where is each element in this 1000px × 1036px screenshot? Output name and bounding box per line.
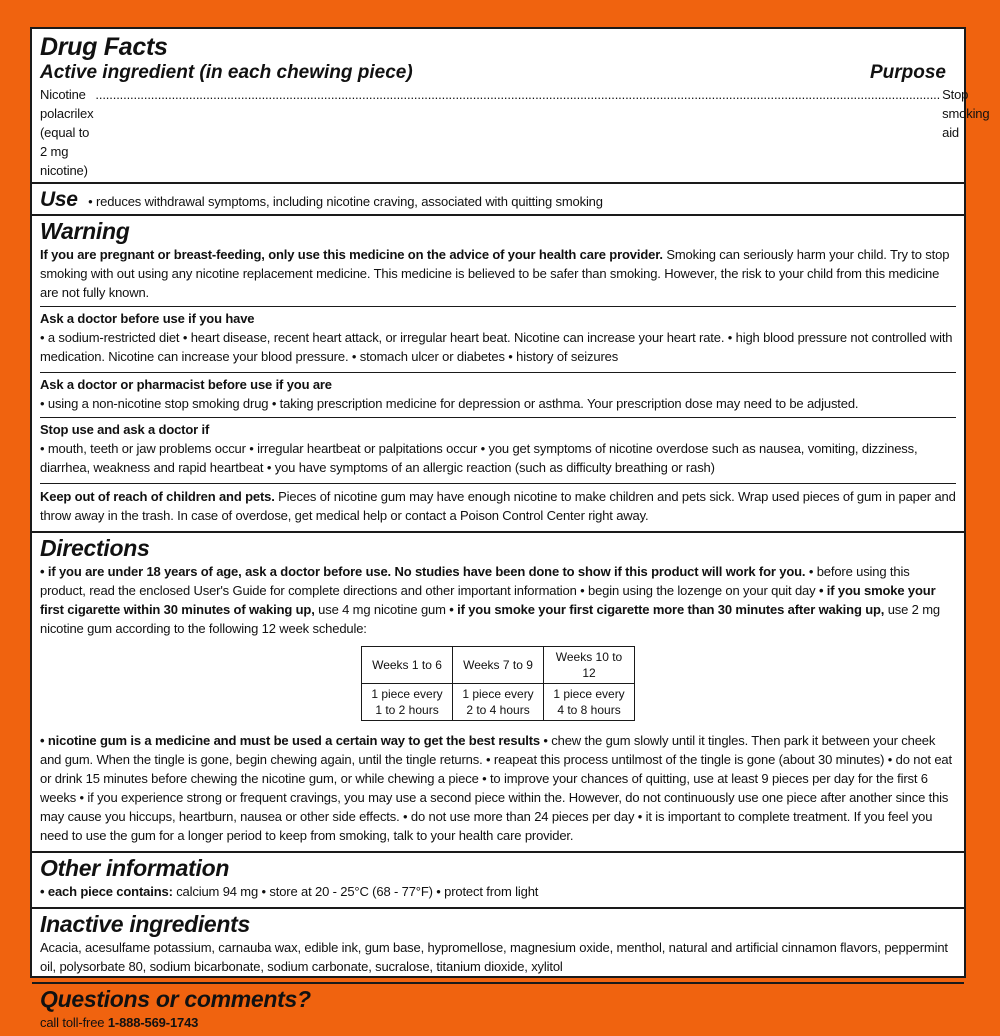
ingredient-name: Nicotine polacrilex (equal to 2 mg nicotine) (40, 87, 94, 178)
questions-heading: Questions or comments? (40, 986, 311, 1012)
keep-away-text: Pieces of nicotine gum may have enough nicotine to make children and pets sick. Wrap used pieces of gum in paper and throw away in the trash. In case of overdose, get medical help or contact a Poison Control Center right away. (40, 489, 956, 523)
schedule-cell: 1 piece every 1 to 2 hours (362, 684, 453, 721)
use-text: • reduces withdrawal symptoms, including nicotine craving, associated with quitting smoking (88, 194, 603, 209)
warning-heading: Warning (40, 218, 130, 244)
directions-paragraph-1: • if you are under 18 years of age, ask a doctor before use. No studies have been done to show if this product will work for you. • before using this product, read the enclosed User's Guide for complete directions and other important information • begin using the lozenge on your quit day • if you smoke your first cigarette within 30 minutes of waking up, use 4 mg nicotine gum • if you smoke your first cigarette more than 30 minutes after waking up, use 2 mg nicotine gum according to the following 12 week schedule: (40, 564, 940, 636)
ask-pharmacist-block (40, 372, 956, 415)
dosage-schedule-table (361, 646, 635, 721)
questions-text: call toll-free 1-888-569-1743 (40, 1015, 199, 1030)
stop-use-heading: Stop use and ask a doctor if (40, 422, 210, 437)
schedule-cell: 1 piece every 4 to 8 hours (544, 684, 635, 721)
purpose-value: Stop smoking aid (942, 87, 990, 140)
schedule-header: Weeks 7 to 9 (453, 647, 544, 684)
pregnancy-warning: If you are pregnant or breast-feeding, only use this medicine on the advice of your health care provider. Smoking can seriously harm your child. Try to stop smoking with out using any nicotine replacement medicine. This medicine is believed to be safer than smoking. However, the risk to your child from this medicine are not fully known. (40, 247, 950, 300)
questions-section (32, 984, 964, 1036)
other-information-section (32, 853, 964, 909)
purpose-heading: Purpose (869, 62, 946, 83)
warning-section (32, 216, 964, 533)
schedule-cell: 1 piece every 2 to 4 hours (453, 684, 544, 721)
directions-paragraph-2: • nicotine gum is a medicine and must be used a certain way to get the best results • chew the gum slowly until it tingles. Then park it between your cheek and gum. When the tingle is gone, begin chewing again, until the tingle returns. • reapeat this process untilmost of the tingle is gone (about 30 minutes) • do not eat or drink 15 minutes before chewing the nicotine gum, or while chewing a piece • to improve your chances of quitting, use at least 9 pieces per day for the first 6 weeks • if you experience strong or frequent cravings, you may use a second piece within the. However, do not continuously use one piece after another since this may cause you hiccups, heartburn, nausea or other side effects. • do not use more than 24 pieces per day • it is important to complete treatment. If you feel you need to use the gum for a longer period to keep from smoking, talk to your health care provider. (40, 733, 952, 843)
ask-doctor-heading: Ask a doctor before use if you have (40, 311, 255, 326)
active-ingredient-heading: Active ingredient (in each chewing piece) (40, 62, 413, 83)
other-information-heading: Other information (40, 855, 230, 881)
ask-pharmacist-heading: Ask a doctor or pharmacist before use if you are (40, 377, 332, 392)
inactive-ingredients-section (32, 909, 964, 984)
drug-facts-title: Drug Facts (40, 33, 168, 61)
ask-doctor-text: • a sodium-restricted diet • heart disease, recent heart attack, or irregular heart beat. Nicotine can increase your heart rate. • high blood pressure not controlled with medication. Nicotine can increase your blood pressure. • stomach ulcer or diabetes • history of seizures (40, 330, 953, 364)
stop-use-block (40, 417, 956, 481)
drug-facts-panel (30, 27, 990, 1030)
directions-section (32, 533, 964, 853)
other-information-text: • each piece contains: calcium 94 mg • store at 20 - 25°C (68 - 77°F) • protect from light (40, 884, 539, 899)
active-ingredient-line: Nicotine polacrilex (equal to 2 mg nicotine) .................................................................................................................................................................................................................................................... Stop smoking aid (40, 87, 990, 178)
active-ingredient-section (32, 29, 990, 184)
use-section (32, 184, 964, 216)
schedule-header: Weeks 1 to 6 (362, 647, 453, 684)
inactive-ingredients-text: Acacia, acesulfame potassium, carnauba wax, edible ink, gum base, hypromellose, magnesium oxide, menthol, natural and artificial cinnamon flavors, peppermint oil, polysorbate 80, sodium bicarbonate, sodium carbonate, sucralose, titanium dioxide, xylitol (40, 940, 948, 974)
ask-pharmacist-text: • using a non-nicotine stop smoking drug • taking prescription medicine for depression or asthma. Your prescription dose may need to be adjusted. (40, 396, 859, 411)
directions-heading: Directions (40, 535, 150, 561)
keep-away-bold: Keep out of reach of children and pets. (40, 489, 275, 504)
schedule-header: Weeks 10 to 12 (544, 647, 635, 684)
inactive-ingredients-heading: Inactive ingredients (40, 911, 251, 937)
stop-use-text: • mouth, teeth or jaw problems occur • irregular heartbeat or palpitations occur • you get symptoms of nicotine overdose such as nausea, vomiting, dizziness, diarrhea, weakness and rapid heartbeat • you have symptoms of an allergic reaction (such as difficulty breathing or rash) (40, 441, 918, 475)
use-heading: Use (40, 188, 78, 211)
ask-doctor-block (40, 306, 956, 370)
phone-number: 1-888-569-1743 (107, 1015, 199, 1030)
keep-away-block (40, 483, 956, 525)
